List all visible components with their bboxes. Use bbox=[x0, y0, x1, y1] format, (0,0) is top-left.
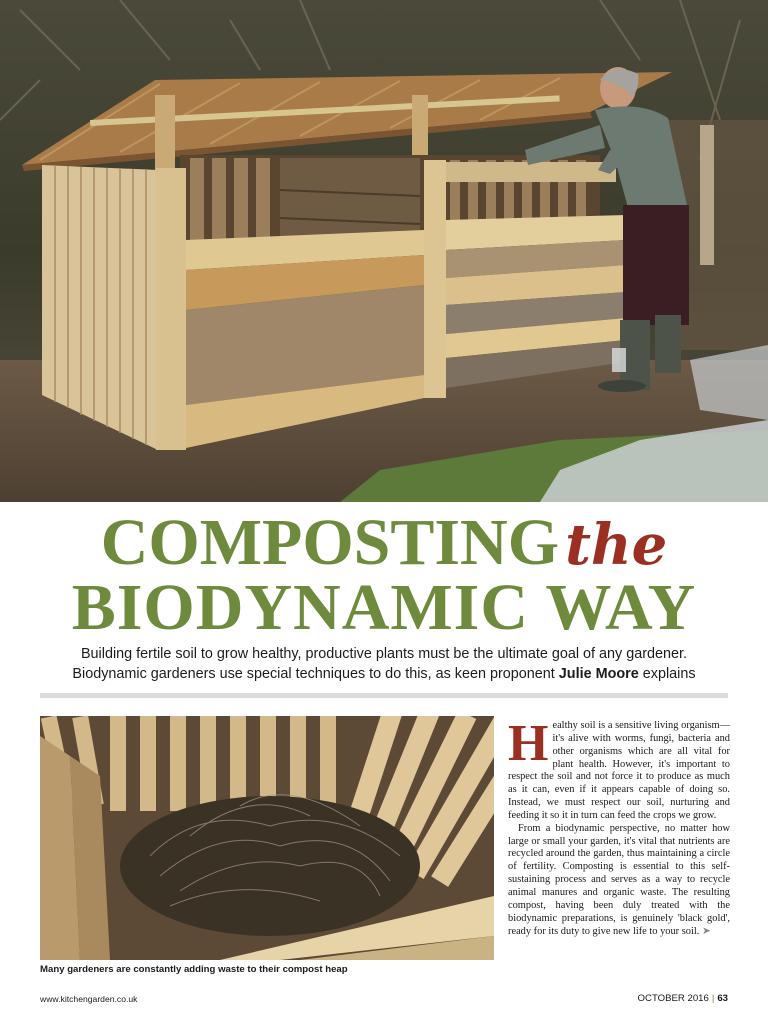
photo-caption: Many gardeners are constantly adding waste to their compost heap bbox=[40, 964, 348, 975]
footer-website: www.kitchengarden.co.uk bbox=[40, 994, 138, 1004]
divider-rule bbox=[40, 693, 728, 698]
paragraph-2-text: From a biodynamic perspective, no matter how large or small your garden, it's vital that nutrients are recycled around the garden, thus maintaining a circle of fertility. Composting is essential to this self-sustaining process and serves as a way to recycle animal manures and organic waste. The resulting compost, having been duly treated with the biodynamic preparations, is genuinely 'black gold', ready for its duty to give new life to your soil. bbox=[508, 822, 730, 937]
footer-folio bbox=[638, 993, 728, 1004]
standfirst-line-2 bbox=[30, 664, 738, 684]
inset-photo-illustration bbox=[40, 716, 494, 960]
title-line-2: BIODYNAMIC WAY bbox=[71, 571, 697, 644]
footer-issue: OCTOBER 2016 bbox=[637, 993, 709, 1004]
title-word-composting: COMPOSTING bbox=[100, 506, 560, 579]
title-accent-the: the bbox=[565, 512, 668, 578]
article-title bbox=[0, 505, 768, 644]
inset-photo bbox=[40, 716, 494, 960]
paragraph-2 bbox=[508, 823, 730, 939]
title-line-1 bbox=[0, 505, 768, 577]
hero-photo bbox=[0, 0, 768, 502]
standfirst-suffix: explains bbox=[642, 666, 696, 682]
footer-separator: | bbox=[711, 993, 715, 1004]
article-body bbox=[508, 715, 730, 938]
drop-cap: H bbox=[508, 715, 549, 772]
standfirst-line-1: Building fertile soil to grow healthy, productive plants must be the ultimate goal of any gardener. bbox=[80, 646, 688, 662]
hero-photo-illustration bbox=[0, 0, 768, 502]
standfirst bbox=[30, 644, 738, 684]
continue-arrow-icon: ➤ bbox=[701, 925, 711, 937]
page-number: 63 bbox=[717, 993, 728, 1004]
author-name: Julie Moore bbox=[558, 666, 639, 682]
standfirst-prefix: Biodynamic gardeners use special techniques to do this, as keen proponent bbox=[72, 666, 555, 682]
paragraph-1 bbox=[508, 715, 730, 823]
paragraph-1-text: ealthy soil is a sensitive living organism— it's alive with worms, fungi, bacteria and other organisms which are all vital for plant health. However, it's important to respect the soil and not force it to produce as much as it can, even if it appears capable of doing so. Instead, we must respect our soil, nurturing and feeding it so it in turn can feed the crops we grow. bbox=[508, 720, 730, 821]
